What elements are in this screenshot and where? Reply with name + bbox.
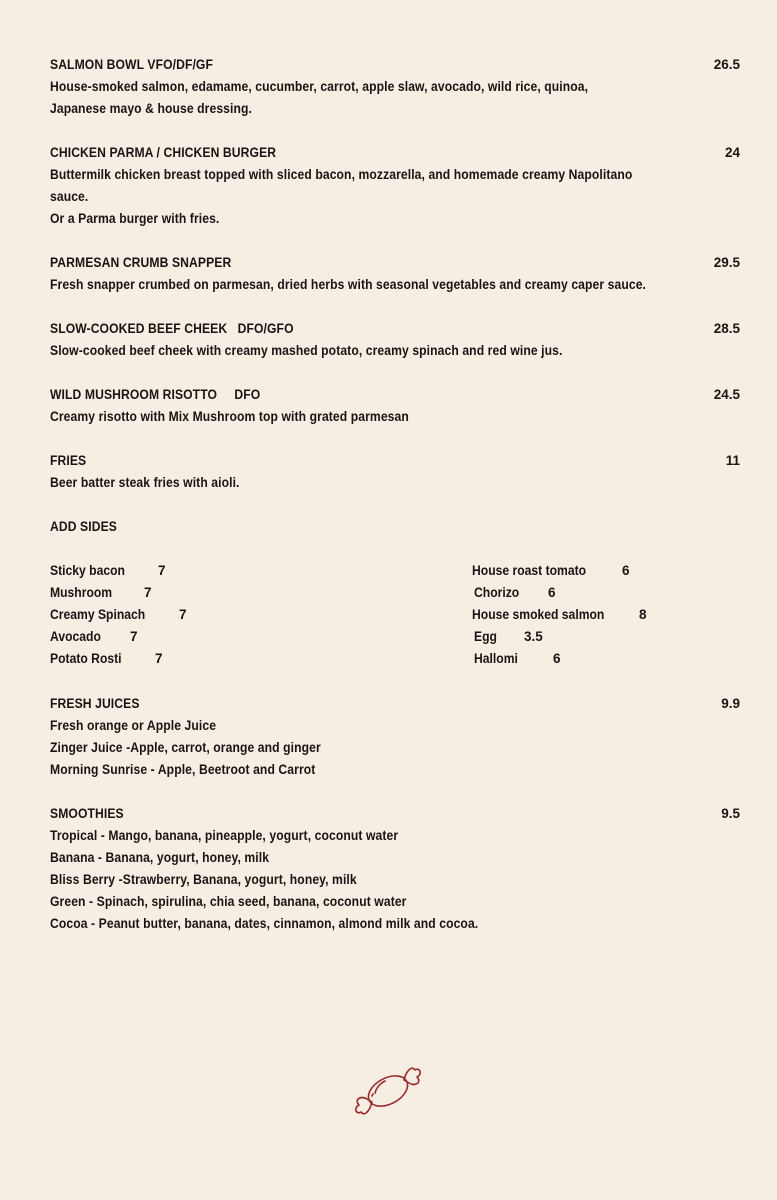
smoothies-desc-1: Tropical - Mango, banana, pineapple, yogurt, coconut water (50, 828, 399, 843)
salmon-title: SALMON BOWL VFO/DF/GF (50, 57, 213, 72)
side-left-name: Mushroom (50, 585, 113, 600)
side-right-name: Hallomi (474, 651, 518, 666)
snapper-title: PARMESAN CRUMB SNAPPER (50, 255, 232, 270)
side-right-price: 3.5 (524, 629, 543, 644)
smoothies-desc-4: Green - Spinach, spirulina, chia seed, banana, coconut water (50, 894, 407, 909)
side-right-price: 6 (622, 563, 630, 578)
parma-desc-2: sauce. (50, 189, 89, 204)
parma-desc-1: Buttermilk chicken breast topped with sliced bacon, mozzarella, and homemade creamy Napolitano (50, 167, 633, 182)
side-left-name: Avocado (50, 629, 101, 644)
side-right-price: 6 (553, 651, 561, 666)
side-left-price: 7 (130, 629, 138, 644)
beef-title: SLOW-COOKED BEEF CHEEK DFO/GFO (50, 321, 294, 336)
juices-price: 9.9 (721, 696, 740, 711)
smoothies-price: 9.5 (721, 806, 740, 821)
side-right-name: House roast tomato (472, 563, 587, 578)
side-left-price: 7 (144, 585, 152, 600)
beef-price: 28.5 (713, 321, 740, 336)
salmon-desc-2: Japanese mayo & house dressing. (50, 101, 252, 116)
smoothies-desc-3: Bliss Berry -Strawberry, Banana, yogurt, honey, milk (50, 872, 357, 887)
parma-desc-3: Or a Parma burger with fries. (50, 211, 220, 226)
risotto-title: WILD MUSHROOM RISOTTO DFO (50, 387, 261, 402)
side-left-name: Creamy Spinach (50, 607, 146, 622)
juices-desc-3: Morning Sunrise - Apple, Beetroot and Carrot (50, 762, 316, 777)
salmon-price: 26.5 (713, 57, 740, 72)
parma-title: CHICKEN PARMA / CHICKEN BURGER (50, 145, 277, 160)
parma-price: 24 (724, 145, 740, 160)
risotto-price: 24.5 (713, 387, 740, 402)
risotto-desc-1: Creamy risotto with Mix Mushroom top with grated parmesan (50, 409, 409, 424)
side-right-name: Egg (474, 629, 497, 644)
side-right-name: Chorizo (474, 585, 520, 600)
fries-price: 11 (725, 453, 740, 468)
smoothies-title: SMOOTHIES (50, 806, 124, 821)
side-right-price: 8 (639, 607, 647, 622)
juices-title: FRESH JUICES (50, 696, 140, 711)
side-left-price: 7 (155, 651, 163, 666)
beef-desc-1: Slow-cooked beef cheek with creamy mashed potato, creamy spinach and red wine jus. (50, 343, 563, 358)
side-left-name: Potato Rosti (50, 651, 122, 666)
sides-title: ADD SIDES (50, 519, 117, 534)
side-left-name: Sticky bacon (50, 563, 125, 578)
side-left-price: 7 (179, 607, 187, 622)
snapper-price: 29.5 (713, 255, 740, 270)
fries-title: FRIES (50, 453, 87, 468)
juices-desc-2: Zinger Juice -Apple, carrot, orange and ginger (50, 740, 321, 755)
juices-desc-1: Fresh orange or Apple Juice (50, 718, 217, 733)
smoothies-desc-5: Cocoa - Peanut butter, banana, dates, cinnamon, almond milk and cocoa. (50, 916, 479, 931)
candy-icon (353, 1063, 423, 1119)
fries-desc-1: Beer batter steak fries with aioli. (50, 475, 240, 490)
side-left-price: 7 (158, 563, 166, 578)
side-right-price: 6 (548, 585, 556, 600)
side-right-name: House smoked salmon (472, 607, 605, 622)
salmon-desc-1: House-smoked salmon, edamame, cucumber, carrot, apple slaw, avocado, wild rice, quinoa, (50, 79, 589, 94)
snapper-desc-1: Fresh snapper crumbed on parmesan, dried herbs with seasonal vegetables and creamy caper sauce. (50, 277, 647, 292)
smoothies-desc-2: Banana - Banana, yogurt, honey, milk (50, 850, 270, 865)
